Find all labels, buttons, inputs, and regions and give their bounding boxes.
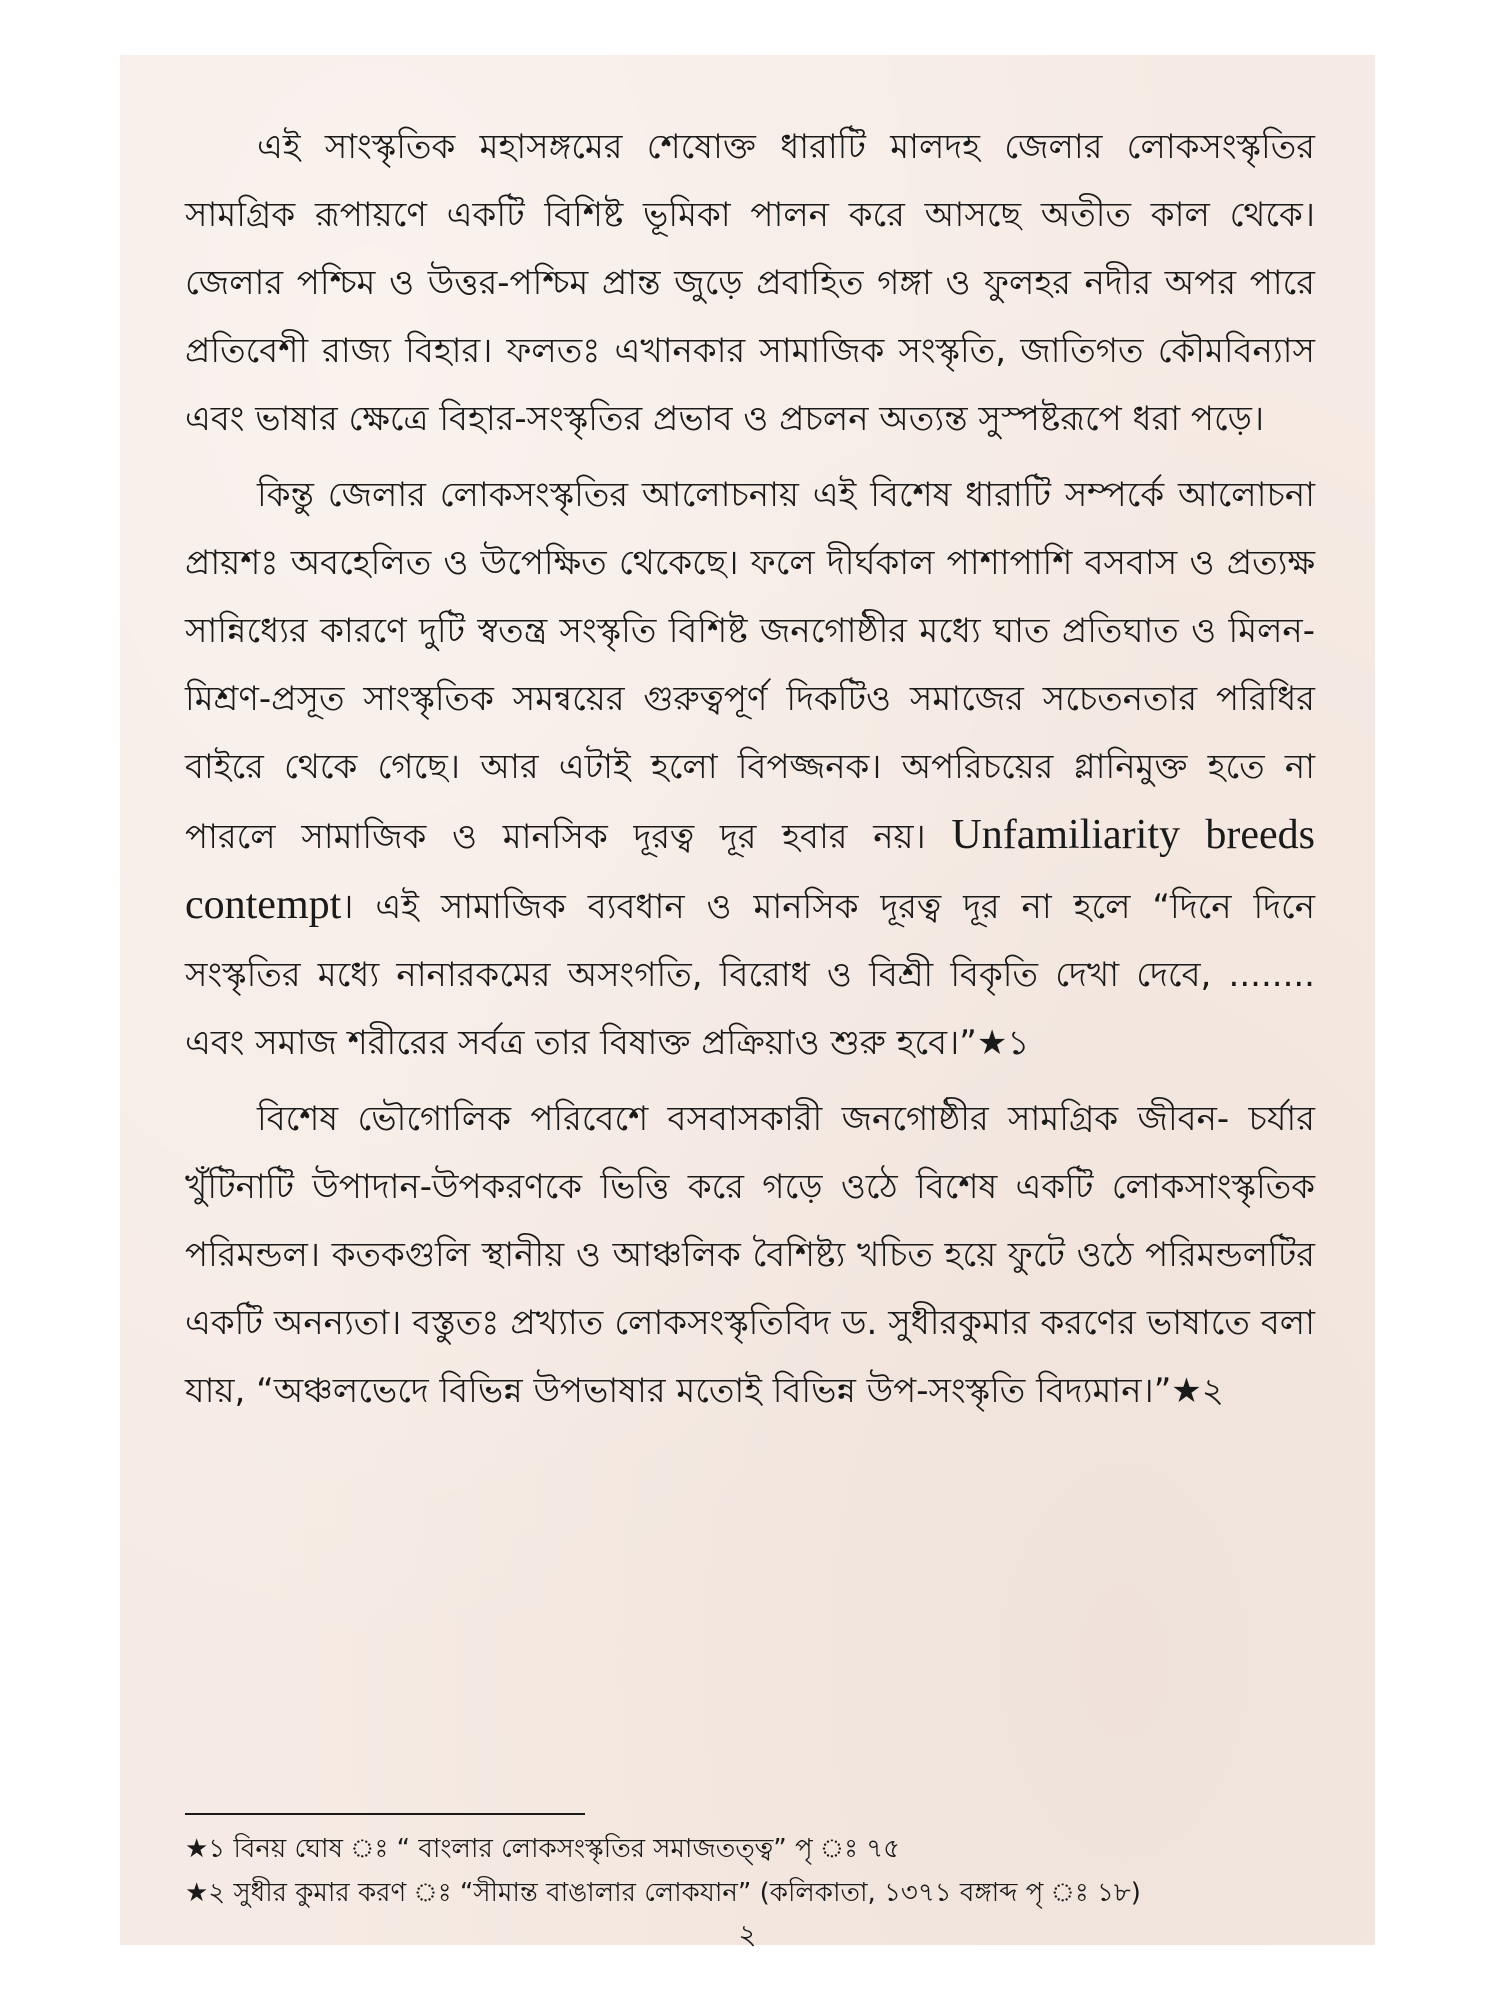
- body-text: [185, 113, 1315, 1425]
- paragraph-2-text-b: । এই সামাজিক ব্যবধান ও মানসিক দূরত্ব দূর না হলে “দিনে দিনে সংস্কৃতির মধ্যে নানারকমের অসংগতি, বিরোধ ও বিশ্রী বিকৃতি দেখা দেবে, ........ এবং সমাজ শরীরের সর্বত্র তার বিষাক্ত প্রক্রিয়াও শুরু হবে।”★১: [185, 887, 1315, 1063]
- paragraph-1: [185, 113, 1315, 453]
- paragraph-3-text: বিশেষ ভৌগোলিক পরিবেশে বসবাসকারী জনগোষ্ঠীর সামগ্রিক জীবন- চর্যার খুঁটিনাটি উপাদান-উপকরণকে ভিত্তি করে গড়ে ওঠে বিশেষ একটি লোকসাংস্কৃতিক পরিমন্ডল। কতকগুলি স্থানীয় ও আঞ্চলিক বৈশিষ্ট্য খচিত হয়ে ফুটে ওঠে পরিমন্ডলটির একটি অনন্যতা। বস্তুতঃ প্রখ্যাত লোকসংস্কৃতিবিদ ড. সুধীরকুমার করণের ভাষাতে বলা যায়, “অঞ্চলভেদে বিভিন্ন উপভাষার মতোই বিভিন্ন উপ-সংস্কৃতি বিদ্যমান।”★২: [185, 1099, 1315, 1411]
- book-page: [120, 55, 1375, 1951]
- page-number: ২: [738, 1918, 757, 1951]
- footnote-divider: [185, 1813, 585, 1815]
- footnote-1: ★১ বিনয় ঘোষ ঃ “ বাংলার লোকসংস্কৃতির সমাজতত্ত্ব” পৃ ঃ ৭৫: [185, 1834, 901, 1864]
- footnotes: [185, 1827, 1315, 1915]
- paragraph-2: [185, 461, 1315, 1077]
- paragraph-2-text-a: কিন্তু জেলার লোকসংস্কৃতির আলোচনায় এই বিশেষ ধারাটি সম্পর্কে আলোচনা প্রায়শঃ অবহেলিত ও উপেক্ষিত থেকেছে। ফলে দীর্ঘকাল পাশাপাশি বসবাস ও প্রত্যক্ষ সান্নিধ্যের কারণে দুটি স্বতন্ত্র সংস্কৃতি বিশিষ্ট জনগোষ্ঠীর মধ্যে ঘাত প্রতিঘাত ও মিলন-মিশ্রণ-প্রসূত সাংস্কৃতিক সমন্বয়ের গুরুত্বপূর্ণ দিকটিও সমাজের সচেতনতার পরিধির বাইরে থেকে গেছে। আর এটাই হলো বিপজ্জনক। অপরিচয়ের গ্লানিমুক্ত হতে না পারলে সামাজিক ও মানসিক দূরত্ব দূর হবার নয়।: [185, 475, 1315, 857]
- paragraph-1-text: এই সাংস্কৃতিক মহাসঙ্গমের শেষোক্ত ধারাটি মালদহ জেলার লোকসংস্কৃতির সামগ্রিক রূপায়ণে একটি বিশিষ্ট ভূমিকা পালন করে আসছে অতীত কাল থেকে। জেলার পশ্চিম ও উত্তর-পশ্চিম প্রান্ত জুড়ে প্রবাহিত গঙ্গা ও ফুলহর নদীর অপর পারে প্রতিবেশী রাজ্য বিহার। ফলতঃ এখানকার সামাজিক সংস্কৃতি, জাতিগত কৌমবিন্যাস এবং ভাষার ক্ষেত্রে বিহার-সংস্কৃতির প্রভাব ও প্রচলন অত্যন্ত সুস্পষ্টরূপে ধরা পড়ে।: [185, 127, 1315, 439]
- english-quote: Unfamiliarity breeds contempt: [185, 812, 1315, 928]
- paragraph-3: [185, 1085, 1315, 1425]
- footnote-2: ★২ সুধীর কুমার করণ ঃ “সীমান্ত বাঙালার লোকযান” (কলিকাতা, ১৩৭১ বঙ্গাব্দ পৃ ঃ ১৮): [185, 1878, 1141, 1908]
